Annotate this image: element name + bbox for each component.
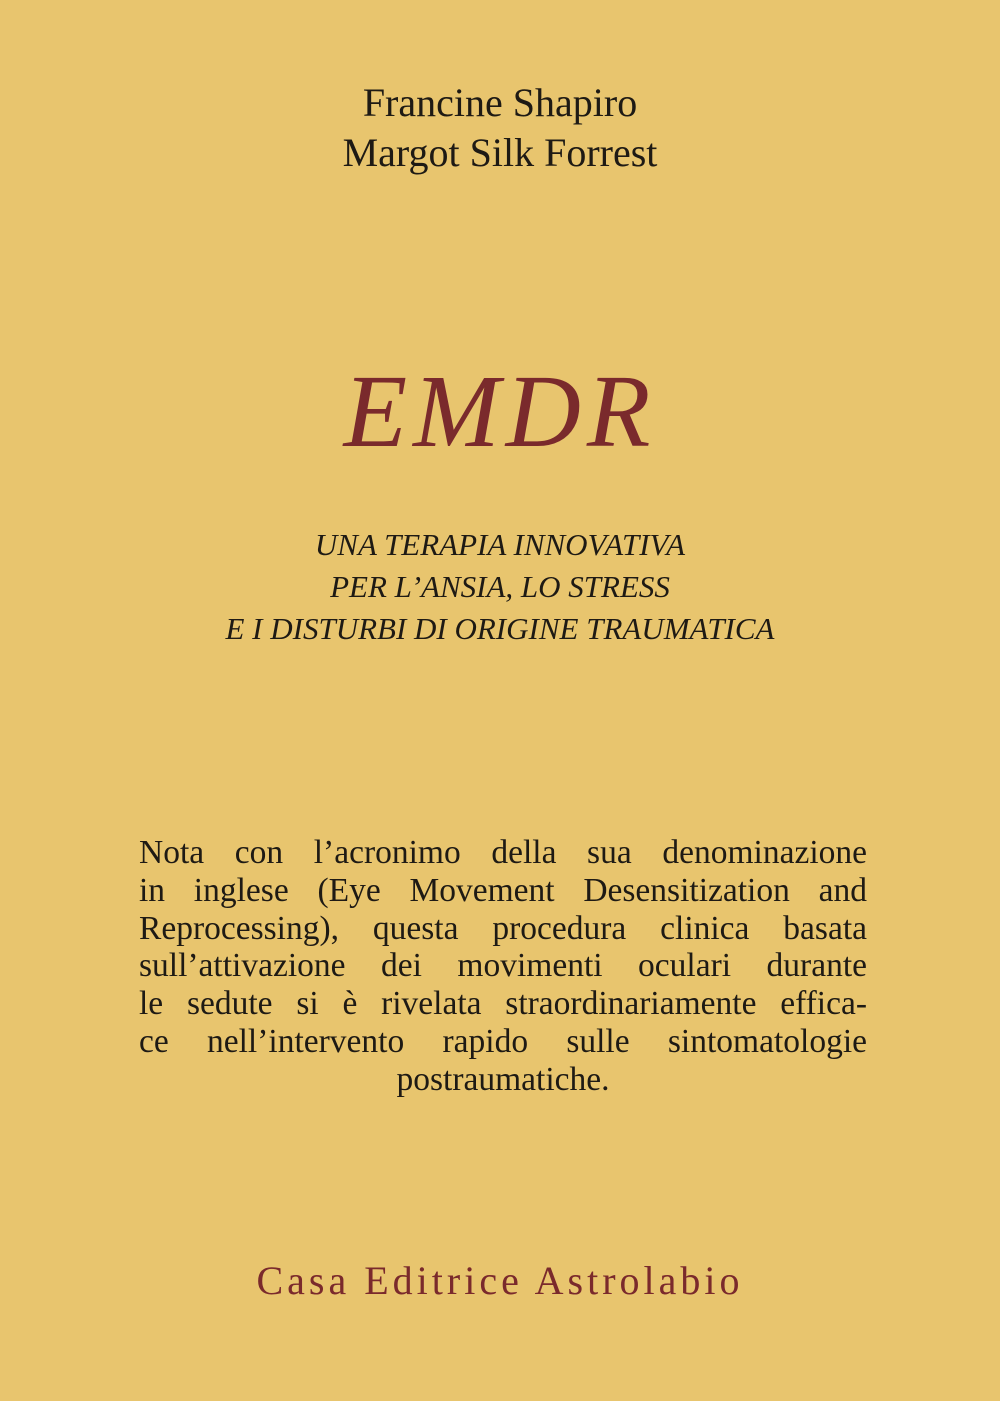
blurb-line: ce nell’intervento rapido sulle sintomatologie — [139, 1022, 867, 1060]
blurb-line: postraumatiche. — [396, 1060, 610, 1098]
blurb-line: in inglese (Eye Movement Desensitization and — [139, 871, 867, 909]
publisher-name: Casa Editrice Astrolabio — [256, 1258, 744, 1303]
cover-blurb — [139, 834, 867, 1099]
blurb-line: Reprocessing), questa procedura clinica basata — [139, 909, 867, 947]
subtitle-line: E I DISTURBI DI ORIGINE TRAUMATICA — [225, 611, 775, 646]
subtitle-line: UNA TERAPIA INNOVATIVA — [314, 527, 686, 562]
subtitle-line: PER L’ANSIA, LO STRESS — [330, 569, 670, 604]
book-subtitle — [0, 524, 1000, 650]
author-name: Francine Shapiro — [362, 80, 638, 125]
blurb-line: le sedute si è rivelata straordinariamente effica- — [139, 985, 867, 1023]
blurb-line: Nota con l’acronimo della sua denominazione — [139, 834, 867, 871]
authors — [0, 78, 1000, 178]
blurb-line: sull’attivazione dei movimenti oculari durante — [139, 947, 867, 985]
author-name: Margot Silk Forrest — [342, 130, 658, 175]
book-title: EMDR — [343, 354, 657, 469]
